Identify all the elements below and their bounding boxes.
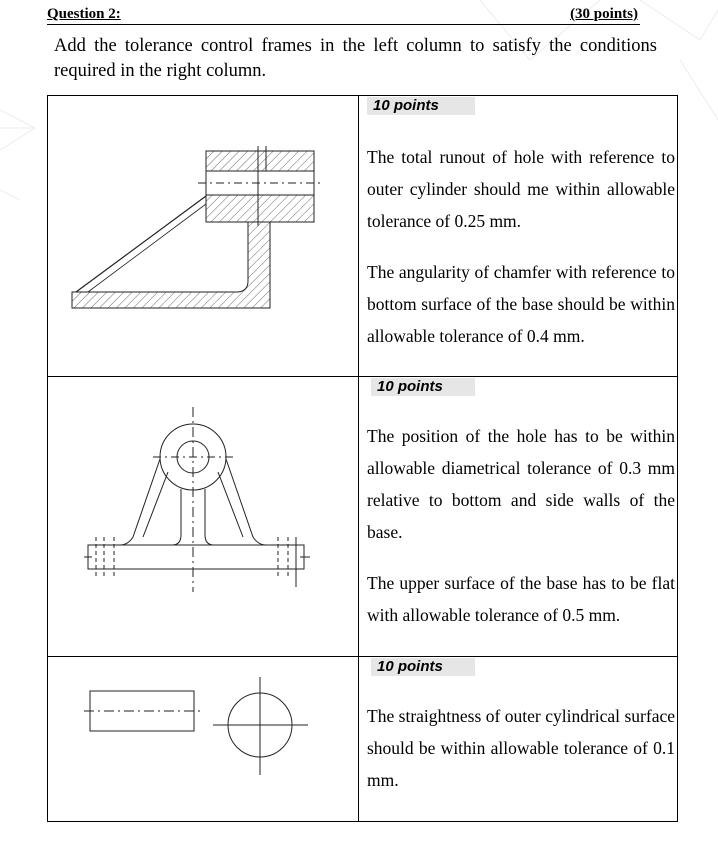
condition-text: The straightness of outer cylindrical surface should be within allowable tolerance of 0.1 mm. <box>367 706 675 790</box>
conditions-cell <box>359 96 677 376</box>
drawing-cell <box>48 96 359 376</box>
conditions-cell <box>359 657 677 821</box>
question-table <box>47 95 678 822</box>
condition-text: The total runout of hole with reference to outer cylinder should me within allowable tolerance of 0.25 mm. <box>367 147 675 231</box>
cylinder-drawing <box>48 657 359 823</box>
question-header <box>47 6 640 25</box>
instructions: Add the tolerance control frames in the left column to satisfy the conditions required in the right column. <box>54 36 657 81</box>
question-points: (30 points) <box>570 6 638 22</box>
drawing-cell <box>48 657 359 821</box>
conditions-cell <box>359 377 677 656</box>
pillow-block-drawing <box>48 377 359 658</box>
points-label: 10 points <box>367 97 475 115</box>
points-label: 10 points <box>371 378 475 396</box>
condition-text: The angularity of chamfer with reference to bottom surface of the base should be within allowable tolerance of 0.4 mm. <box>367 262 675 346</box>
points-label: 10 points <box>371 658 475 676</box>
condition-text: The upper surface of the base has to be flat with allowable tolerance of 0.5 mm. <box>367 573 675 625</box>
table-row <box>47 95 678 377</box>
condition-text: The position of the hole has to be within allowable diametrical tolerance of 0.3 mm relative to bottom and side walls of the base. <box>367 426 675 542</box>
table-row <box>47 376 678 657</box>
question-title: Question 2: <box>47 6 121 22</box>
drawing-cell <box>48 377 359 656</box>
table-row <box>47 656 678 822</box>
bracket-section-drawing <box>48 96 359 378</box>
